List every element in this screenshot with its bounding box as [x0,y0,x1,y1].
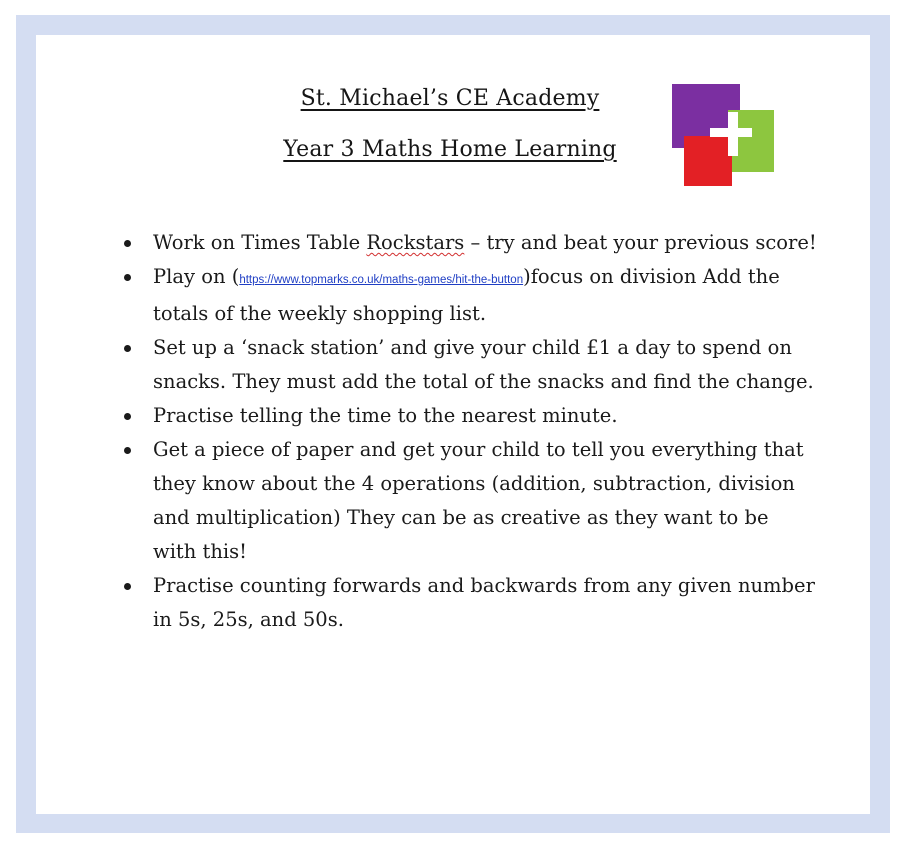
topmarks-link[interactable]: https://www.topmarks.co.uk/maths-games/hit-the-button [239,274,524,286]
list-item [117,331,817,399]
task-text: Practise telling the time to the nearest minute. [153,404,618,427]
list-item [117,433,817,569]
task-text: Play on ( [153,265,240,288]
bullet-icon [124,345,131,352]
task-text: Work on Times Table [153,231,367,254]
task-text: Get a piece of paper and get your child to tell you everything that they know about the 4 operations (addition, subtraction, division and multiplication) They can be as creative as they want to be with this! [153,438,804,563]
task-text: Practise counting forwards and backwards from any given number in 5s, 25s, and 50s. [153,574,815,631]
bullet-icon [124,447,131,454]
task-text: )focus on division Add the totals of the weekly shopping list. [153,265,780,325]
logo-cross-horizontal [710,128,752,137]
task-list [117,226,817,637]
spellcheck-word: Rockstars [366,231,465,254]
bullet-icon [124,240,131,247]
subtitle-heading: Year 3 Maths Home Learning [283,137,617,162]
bullet-icon [124,274,131,281]
bullet-icon [124,583,131,590]
logo-red-square [684,136,732,186]
task-text: – try and beat your previous score! [464,231,817,254]
school-name-heading: St. Michael’s CE Academy [300,86,600,111]
bullet-icon [124,413,131,420]
list-item [117,260,817,331]
list-item [117,226,817,260]
list-item [117,569,817,637]
list-item [117,399,817,433]
task-text: Set up a ‘snack station’ and give your child £1 a day to spend on snacks. They must add the total of the snacks and find the change. [153,336,814,393]
school-cross-logo-icon [672,84,776,188]
